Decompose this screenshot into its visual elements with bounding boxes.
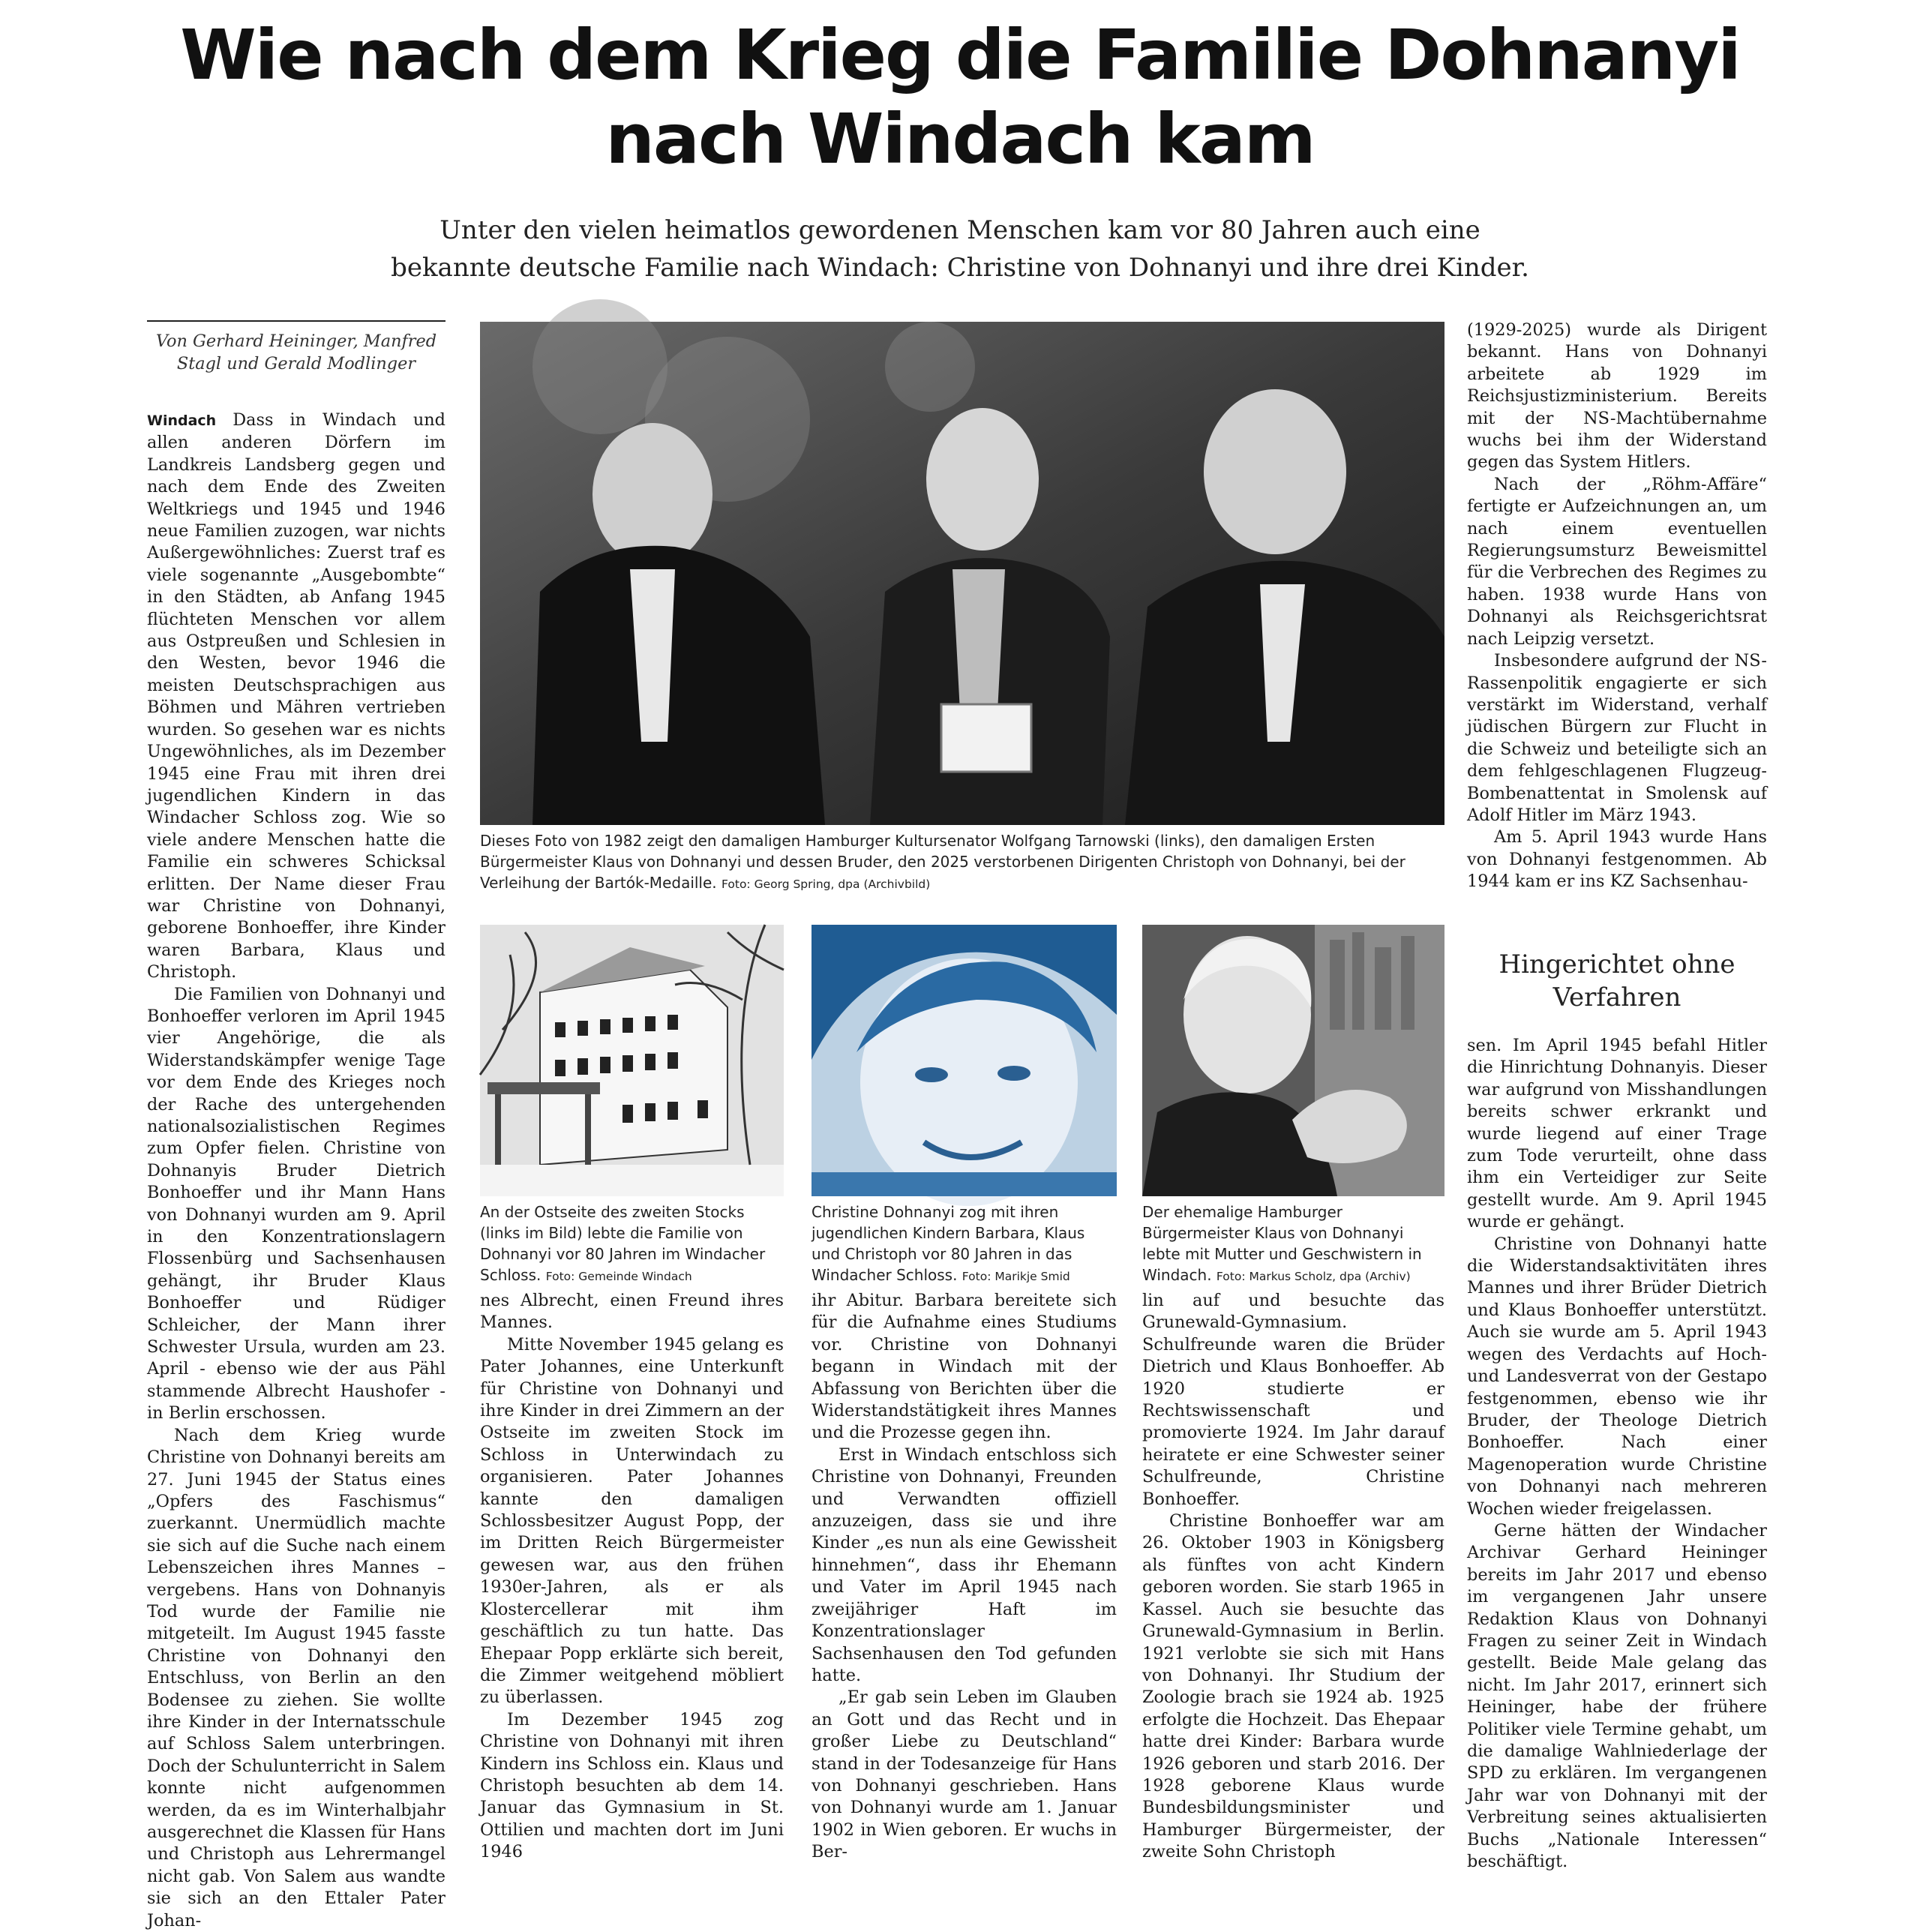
- dateline: Windach: [147, 412, 217, 429]
- photo-credit: Foto: Markus Scholz, dpa (Archiv): [1216, 1270, 1411, 1283]
- article-column-1: [147, 410, 446, 1932]
- paragraph: Christine Bonhoeffer war am 26. Oktober 1903 in Königsberg als fünftes von acht Kindern geboren worden. Sie starb 1965 in Kassel. Auch sie besuchte das Grunewald-Gymnasium in Berlin. 1921 verlobte sie sich mit Hans von Dohnanyi. Ihr Studium der Zoologie brach sie 1924 ab. 1925 erfolgte die Hochzeit. Das Ehepaar hatte drei Kinder: Barbara wurde 1926 geboren und starb 2016. Der 1928 geborene Klaus wurde Bundesbildungsminister und Hamburger Bürgermeister, der zweite Sohn Christoph: [1142, 1511, 1444, 1862]
- christine-photo-caption: [812, 1202, 1117, 1287]
- main-photo-caption: [480, 830, 1444, 895]
- paragraph: Gerne hätten der Windacher Archivar Gerhard Heininger bereits im Jahr 2017 und ebenso im vergangenen Jahr unsere Redaktion Klaus von Dohnanyi Fragen zu seiner Zeit in Windach gestellt. Beide Male gelang das nicht. Im Jahr 2017, erinnert sich Heininger, habe der frühere Politiker viele Termine gehabt, um die damalige Wahlniederlage der SPD zu erklären. Im vergangenen Jahr war von Dohnanyi mit der Verbreitung seines aktualisierten Buchs „Nationale Interessen“ beschäftigt.: [1467, 1520, 1767, 1872]
- klaus-photo-caption: [1142, 1202, 1444, 1287]
- paragraph: Die Familien von Dohnanyi und Bonhoeffer verloren im April 1945 vier Angehörige, die als Widerstandskämpfer wenige Tage vor dem Ende des Krieges noch der Rache des untergehenden nationalsozialistischen Regimes zum Opfer fielen. Christine von Dohnanyis Bruder Dietrich Bonhoeffer und ihr Mann Hans von Dohnanyi wurden am 9. April in den Konzentrationslagern Flossenbürg und Sachsenhausen gehängt, ihr Bruder Klaus Bonhoeffer und Rüdiger Schleicher, der Mann ihrer Schwester Ursula, wurden am 23. April - ebenso wie der aus Pähl stammende Albrecht Haushofer - in Berlin erschossen.: [147, 984, 446, 1424]
- paragraph: Nach dem Krieg wurde Christine von Dohnanyi bereits am 27. Juni 1945 der Status eines „Opfers des Faschismus“ zuerkannt. Unermüdlich machte sie sich auf die Suche nach einem Lebenszeichen ihres Mannes – vergebens. Hans von Dohnanyis Tod wurde der Familie nie mitgeteilt. Im August 1945 fasste Christine von Dohnanyi den Entschluss, von Berlin an den Bodensee zu ziehen. Sie wollte ihre Kinder in der Internatsschule auf Schloss Salem unterbringen. Doch der Schulunterricht in Salem konnte nicht aufgenommen werden, da es im Winterhalbjahr ausgerechnet die Klassen für Hans und Christoph aus Lehrermangel nicht gab. Von Salem aus wandte sie sich an den Ettaler Pater Johan-: [147, 1425, 446, 1930]
- article-column-5-top: [1467, 320, 1767, 893]
- subheadline-line-2: bekannte deutsche Familie nach Windach: Christine von Dohnanyi und ihre drei Kinder.: [391, 253, 1529, 283]
- paragraph: Nach der „Röhm-Affäre“ fertigte er Aufzeichnungen an, um nach einem eventuellen Regierungsumsturz Beweismittel für die Verbrechen des Regimes zu haben. 1938 wurde Hans von Dohnanyi als Reichsgerichtsrat nach Leipzig versetzt.: [1467, 474, 1767, 649]
- article-column-4: [1142, 1290, 1444, 1864]
- castle-photo: [480, 925, 784, 1196]
- paragraph: Am 5. April 1943 wurde Hans von Dohnanyi festgenommen. Ab 1944 kam er ins KZ Sachsenhau-: [1467, 827, 1767, 892]
- paragraph: ihr Abitur. Barbara bereitete sich für die Aufnahme eines Studiums vor. Christine von Dohnanyi begann in Windach mit der Abfassung von Berichten über die Widerstandstätigkeit ihres Mannes und die Prozesse gegen ihn.: [812, 1291, 1117, 1443]
- paragraph: „Er gab sein Leben im Glauben an Gott und das Recht und in großer Liebe zu Deutschland“ stand in der Todesanzeige für Hans von Dohnanyi geschrieben. Hans von Dohnanyi wurde am 1. Januar 1902 in Wien geboren. Er wuchs in Ber-: [812, 1688, 1117, 1862]
- headline-line-1: Wie nach dem Krieg die Familie Dohnanyi: [180, 15, 1740, 95]
- headline: [0, 14, 1920, 182]
- subheadline: [0, 212, 1920, 286]
- castle-photo-caption: [480, 1202, 784, 1287]
- subheadline-line-1: Unter den vielen heimatlos gewordenen Menschen kam vor 80 Jahren auch eine: [440, 215, 1480, 245]
- byline-rule: [147, 320, 446, 322]
- paragraph: sen. Im April 1945 befahl Hitler die Hinrichtung Dohnanyis. Dieser war aufgrund von Misshandlungen bereits schwer erkrankt und wurde liegend auf einer Trage zum Tode verurteilt, ohne dass ihm ein Verteidiger zur Seite gestellt wurde. Am 9. April 1945 wurde er gehängt.: [1467, 1036, 1767, 1232]
- byline: Von Gerhard Heininger, Manfred Stagl und Gerald Modlinger: [155, 332, 437, 374]
- main-photo: [480, 322, 1444, 825]
- paragraph: Im Dezember 1945 zog Christine von Dohnanyi mit ihren Kindern ins Schloss ein. Klaus und Christoph besuchten ab dem 14. Januar das Gymnasium in St. Ottilien und machten dort im Juni 1946: [480, 1709, 784, 1862]
- article-column-5-bottom: [1467, 1035, 1767, 1873]
- caption-text: Der ehemalige Hamburger Bürgermeister Klaus von Dohnanyi lebte mit Mutter und Geschwistern in Windach.: [1142, 1203, 1422, 1284]
- photo-credit: Foto: Georg Spring, dpa (Archivbild): [722, 878, 931, 891]
- paragraph: [147, 410, 446, 984]
- paragraph: lin auf und besuchte das Grunewald-Gymnasium. Schulfreunde waren die Brüder Dietrich und Klaus Bonhoeffer. Ab 1920 studierte er Rechtswissenschaft und promovierte 1924. Im Jahr darauf heiratete er eine Schwester seiner Schulfreunde, Christine Bonhoeffer.: [1142, 1291, 1444, 1509]
- christine-dohnanyi-portrait-image: [812, 925, 1117, 1196]
- paragraph: nes Albrecht, einen Freund ihres Mannes.: [480, 1291, 784, 1333]
- christine-photo: [812, 925, 1117, 1196]
- paragraph: (1929-2025) wurde als Dirigent bekannt. Hans von Dohnanyi arbeitete ab 1929 im Reichsjustizministerium. Bereits mit der NS-Machtübernahme wuchs bei ihm der Widerstand gegen das System Hitlers.: [1467, 320, 1767, 472]
- headline-line-2: nach Windach kam: [605, 99, 1315, 179]
- article-column-3: [812, 1290, 1117, 1864]
- paragraph: Christine von Dohnanyi hatte die Widerstandsaktivitäten ihres Mannes und ihrer Brüder Dietrich und Klaus Bonhoeffer unterstützt. Auch sie wurde am 5. April 1943 wegen des Verdachts auf Hoch- und Landesverrat von der Gestapo festgenommen, ebenso wie ihr Bruder, der Theologe Dietrich Bonhoeffer. Nach einer Magenoperation wurde Christine von Dohnanyi nach mehreren Wochen wieder freigelassen.: [1467, 1234, 1767, 1519]
- photo-credit: Foto: Gemeinde Windach: [545, 1270, 692, 1283]
- caption-text: An der Ostseite des zweiten Stocks (links im Bild) lebte die Familie von Dohnanyi vor 80 Jahren im Windacher Schloss.: [480, 1203, 766, 1284]
- photo-credit: Foto: Marikje Smid: [962, 1270, 1070, 1283]
- paragraph-text: Dass in Windach und allen anderen Dörfern im Landkreis Landsberg gegen und nach dem Ende des Zweiten Weltkriegs und 1945 und 1946 neue Familien zuzogen, war nichts Außergewöhnliches: Zuerst traf es viele sogenannte „Ausgebombte“ in den Städten, ab Anfang 1945 flüchteten Menschen vor allem aus Ostpreußen und Schlesien in den Westen, bevor 1946 die meisten Deutschsprachigen aus Böhmen und Mähren vertrieben wurden. So gesehen war es nichts Ungewöhnliches, als im Dezember 1945 eine Frau mit ihren drei jugendlichen Kindern in das Windacher Schloss zog. Wie so viele andere Menschen hatte die Familie ein schweres Schicksal erlitten. Der Name dieser Frau war Christine von Dohnanyi, geborene Bonhoeffer, ihre Kinder waren Barbara, Klaus und Christoph.: [147, 410, 446, 982]
- caption-text: Christine Dohnanyi zog mit ihren jugendlichen Kindern Barbara, Klaus und Christoph vor 80 Jahren in das Windacher Schloss.: [812, 1203, 1085, 1284]
- caption-text: Dieses Foto von 1982 zeigt den damaligen Hamburger Kultursenator Wolfgang Tarnowski (links), den damaligen Ersten Bürgermeister Klaus von Dohnanyi und dessen Bruder, den 2025 verstorbenen Dirigenten Christoph von Dohnanyi, bei der Verleihung der Bartók-Medaille.: [480, 832, 1406, 892]
- article-column-2: [480, 1290, 784, 1864]
- klaus-von-dohnanyi-portrait-image: [1142, 925, 1444, 1196]
- interheadline: Hingerichtet ohne Verfahren: [1498, 950, 1736, 1012]
- paragraph: Mitte November 1945 gelang es Pater Johannes, eine Unterkunft für Christine von Dohnanyi und ihre Kinder in drei Zimmern an der Ostseite im zweiten Stock im Schloss in Unterwindach zu organisieren. Pater Johannes kannte den damaligen Schlossbesitzer August Popp, der im Dritten Reich Bürgermeister gewesen war, aus den frühen 1930er-Jahren, als er als Klostercellerar mit ihm geschäftlich zu tun hatte. Das Ehepaar Popp erklärte sich bereit, die Zimmer weitgehend möbliert zu überlassen.: [480, 1334, 784, 1708]
- award-ceremony-image: [480, 322, 1444, 825]
- windach-castle-image: [480, 925, 784, 1196]
- klaus-photo: [1142, 925, 1444, 1196]
- paragraph: Erst in Windach entschloss sich Christine von Dohnanyi, Freunden und Verwandten offiziell anzuzeigen, dass sie und ihre Kinder „es nun als eine Gewissheit hinnehmen“, dass ihr Ehemann und Vater im April 1945 nach zweijähriger Haft im Konzentrationslager Sachsenhausen den Tod gefunden hatte.: [812, 1444, 1117, 1685]
- paragraph: Insbesondere aufgrund der NS-Rassenpolitik engagierte er sich verstärkt im Widerstand, verhalf jüdischen Bürgern zur Flucht in die Schweiz und beteiligte sich an dem fehlgeschlagenen Flugzeug-Bombenattentat in Smolensk auf Adolf Hitler im März 1943.: [1467, 651, 1767, 825]
